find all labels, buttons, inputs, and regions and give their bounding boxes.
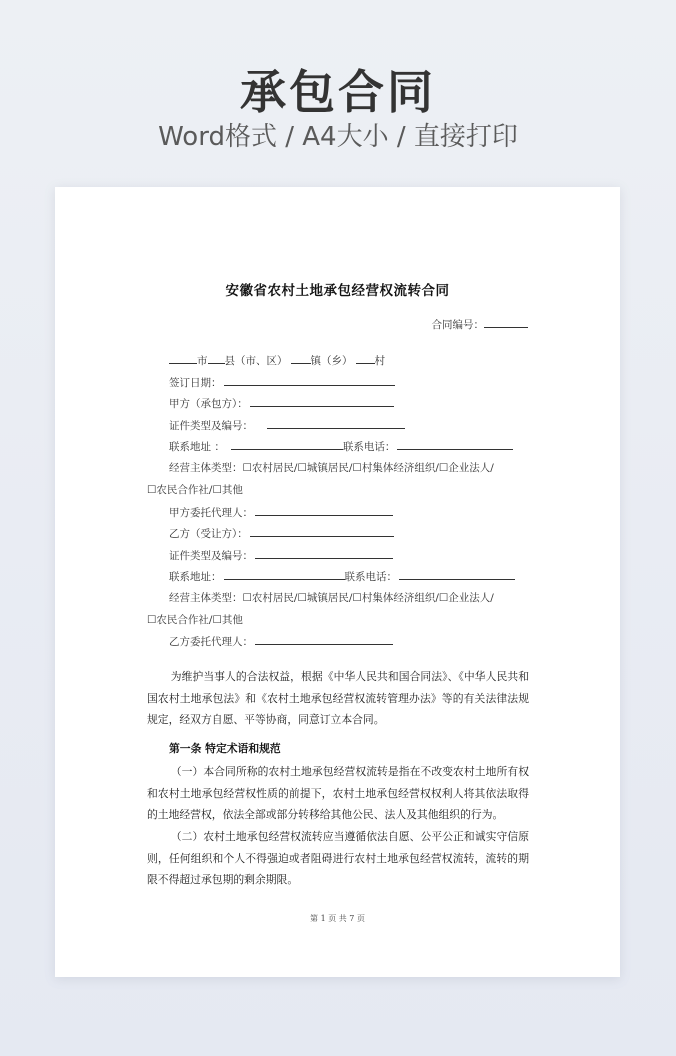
party-b-label: 乙方（受让方）： bbox=[169, 528, 248, 540]
party-a-agent-blank bbox=[255, 505, 393, 516]
hero-subtitle: Word格式 / A4大小 / 直接打印 bbox=[158, 122, 518, 152]
party-a-id-blank bbox=[267, 418, 405, 429]
party-a-address-blank bbox=[231, 439, 343, 450]
party-b-agent-blank bbox=[255, 634, 393, 645]
party-a-agent-field bbox=[169, 505, 393, 520]
party-a-id-label: 证件类型及编号： bbox=[169, 420, 253, 432]
sign-date-field bbox=[169, 375, 395, 390]
party-a-agent-label: 甲方委托代理人： bbox=[169, 507, 253, 519]
party-b-address-label: 联系地址： bbox=[169, 571, 222, 583]
article-1-heading: 第一条 特定术语和规范 bbox=[169, 742, 281, 755]
page-footer: 第 1 页 共 7 页 bbox=[310, 914, 365, 923]
contract-number-blank bbox=[484, 317, 528, 328]
document-page bbox=[55, 187, 620, 977]
party-a-entity-type-line2: ☐农民合作社/☐其他 bbox=[147, 484, 243, 496]
location-line bbox=[169, 353, 385, 368]
party-b-address-blank bbox=[224, 569, 345, 580]
party-b-entity-type-line2: ☐农民合作社/☐其他 bbox=[147, 614, 243, 626]
party-b-blank bbox=[250, 526, 394, 537]
preamble-text: 为维护当事人的合法权益，根据《中华人民共和国合同法》、《中华人民共和国农村土地承包法》和《农村土地承包经营权流转管理办法》等的有关法律法规规定，经双方自愿、平等协商，同意订立本合同。 bbox=[147, 670, 529, 726]
party-a-entity-type-line1: 经营主体类型：☐农村居民/☐城镇居民/☐村集体经济组织/☐企业法人/ bbox=[169, 462, 494, 474]
party-b-contact-field bbox=[169, 569, 515, 584]
clause-1-text: （一）本合同所称的农村土地承包经营权流转是指在不改变农村土地所有权和农村土地承包经营权性质的前提下，农村土地承包经营权权利人将其依法取得的土地经营权，依法全部或部分转移给其他公民、法人及其他组织的行为。 bbox=[147, 765, 529, 821]
party-b-id-field bbox=[169, 548, 393, 563]
party-b-phone-blank bbox=[399, 569, 515, 580]
village-label: 村 bbox=[374, 355, 385, 367]
contract-number-label: 合同编号： bbox=[431, 319, 484, 331]
party-a-label: 甲方（承包方）： bbox=[169, 398, 248, 410]
party-a-phone-label: 联系电话： bbox=[342, 441, 396, 453]
town-blank bbox=[291, 353, 311, 364]
party-a-id-field bbox=[169, 418, 405, 433]
party-a-phone-blank bbox=[397, 439, 513, 450]
party-b-agent-label: 乙方委托代理人： bbox=[169, 636, 253, 648]
hero-title: 承包合同 bbox=[240, 65, 436, 119]
party-a-blank bbox=[250, 396, 394, 407]
town-label: 镇（乡） bbox=[310, 355, 353, 367]
party-b-agent-field bbox=[169, 634, 393, 649]
city-label: 市 bbox=[197, 355, 208, 367]
village-blank bbox=[356, 353, 375, 364]
party-b-entity-type-line1: 经营主体类型：☐农村居民/☐城镇居民/☐村集体经济组织/☐企业法人/ bbox=[169, 592, 494, 604]
party-b-field bbox=[169, 526, 394, 541]
city-blank bbox=[169, 353, 197, 364]
county-label: 县（市、区） bbox=[224, 355, 288, 367]
party-b-id-label: 证件类型及编号： bbox=[169, 550, 253, 562]
county-blank bbox=[208, 353, 225, 364]
party-a-field bbox=[169, 396, 394, 411]
clause-2-text: （二）农村土地承包经营权流转应当遵循依法自愿、公平公正和诚实守信原则，任何组织和个人不得强迫或者阻碍进行农村土地承包经营权流转，流转的期限不得超过承包期的剩余期限。 bbox=[147, 830, 529, 886]
preamble-paragraph bbox=[147, 666, 529, 731]
document-title: 安徽省农村土地承包经营权流转合同 bbox=[225, 283, 450, 299]
sign-date-blank bbox=[224, 375, 395, 386]
party-a-address-label: 联系地址 ： bbox=[169, 441, 225, 453]
contract-number-field bbox=[432, 317, 529, 332]
party-b-phone-label: 联系电话： bbox=[344, 571, 397, 583]
article-1-clause-1 bbox=[147, 761, 529, 826]
party-b-id-blank bbox=[255, 548, 393, 559]
sign-date-label: 签订日期： bbox=[169, 377, 222, 389]
article-1-clause-2 bbox=[147, 826, 529, 891]
party-a-contact-field bbox=[169, 439, 513, 454]
